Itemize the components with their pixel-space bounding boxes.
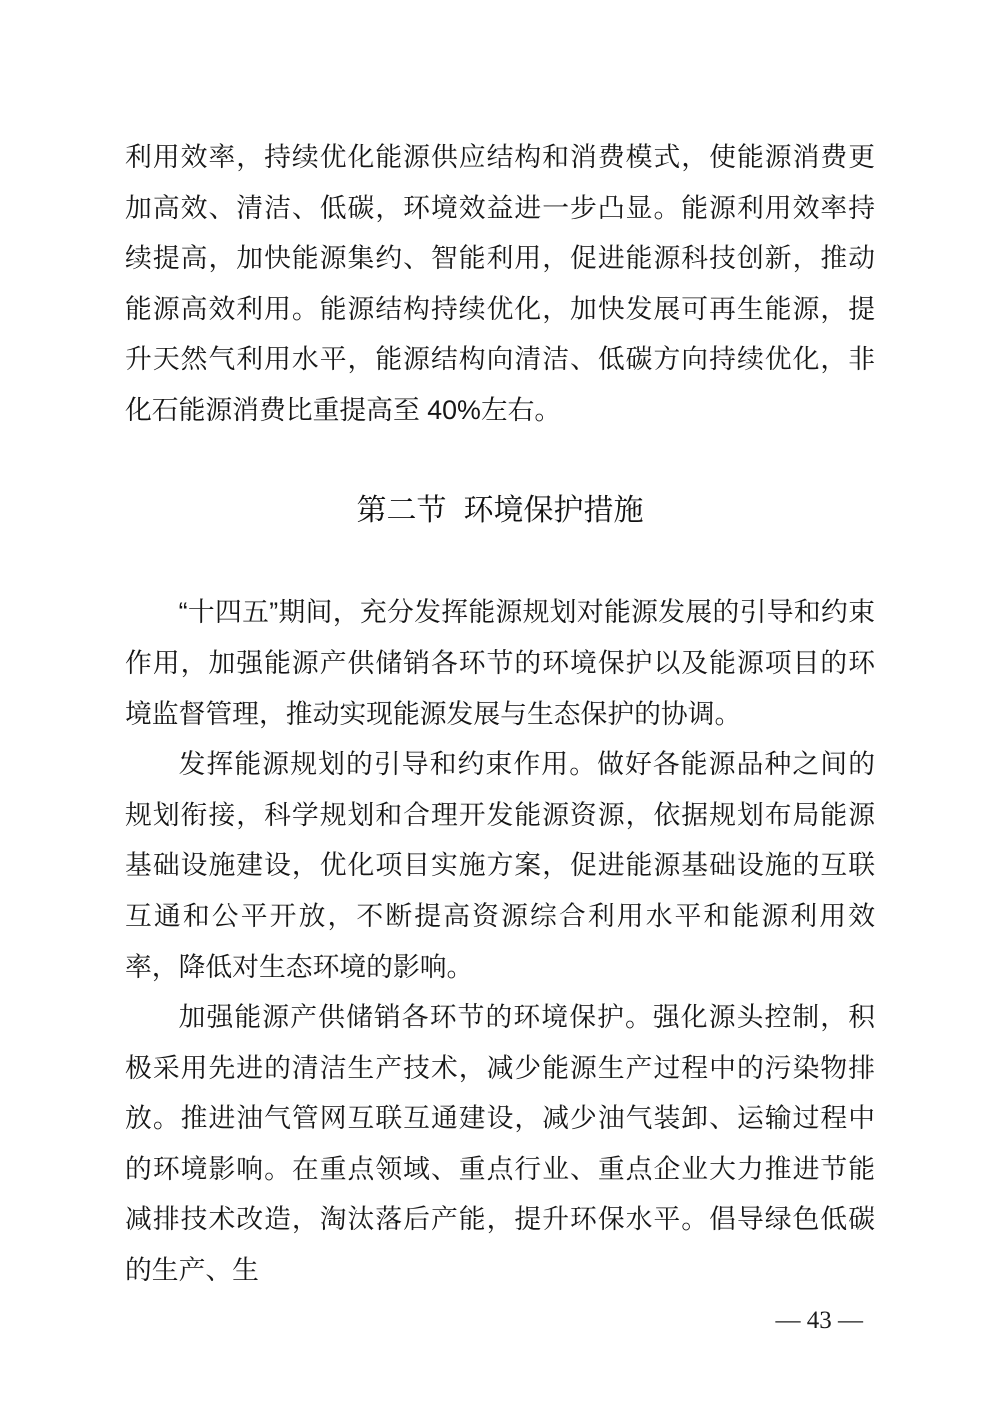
body-paragraph-continuation: 利用效率，持续优化能源供应结构和消费模式，使能源消费更加高效、清洁、低碳，环境效益进一步凸显。能源利用效率持续提高，加快能源集约、智能利用，促进能源科技创新，推动能源高效利用。能源结构持续优化，加快发展可再生能源，提升天然气利用水平，能源结构向清洁、低碳方向持续优化，非化石能源消费比重提高至 40%左右。 <box>125 142 875 425</box>
body-paragraph: 加强能源产供储销各环节的环境保护。强化源头控制，积极采用先进的清洁生产技术，减少能源生产过程中的污染物排放。推进油气管网互联互通建设，减少油气装卸、运输过程中的环境影响。在重点领域、重点行业、重点企业大力推进节能减排技术改造，淘汰落后产能，提升环保水平。倡导绿色低碳的生产、生 <box>125 1002 875 1286</box>
body-paragraph: 发挥能源规划的引导和约束作用。做好各能源品种之间的规划衔接，科学规划和合理开发能源资源，依据规划布局能源基础设施建设，优化项目实施方案，促进能源基础设施的互联互通和公平开放，不断提高资源综合利用水平和能源利用效率，降低对生态环境的影响。 <box>125 749 875 982</box>
body-paragraph: “十四五”期间，充分发挥能源规划对能源发展的引导和约束作用，加强能源产供储销各环节的环境保护以及能源项目的环境监督管理，推动实现能源发展与生态保护的协调。 <box>125 597 875 729</box>
section-heading-number: 第二节 <box>356 494 447 528</box>
section-heading-title: 环境保护措施 <box>463 494 644 528</box>
document-body <box>125 132 875 1296</box>
page-number: — 43 — <box>775 1307 863 1334</box>
section-heading <box>125 486 875 537</box>
